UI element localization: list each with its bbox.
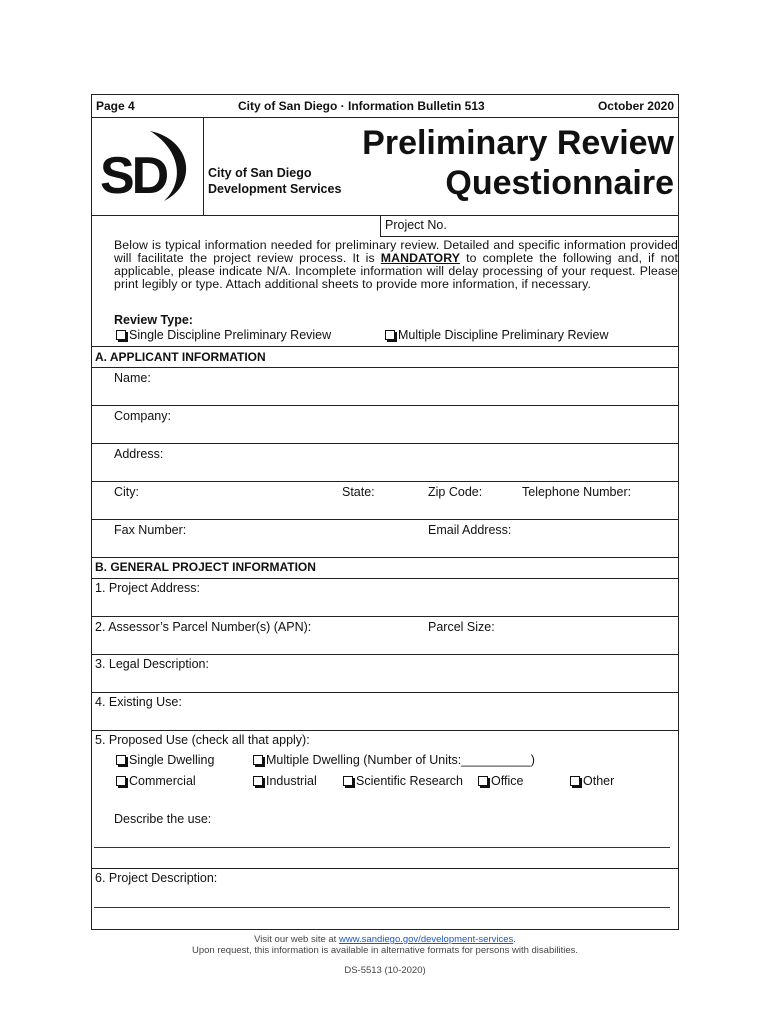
footer-accessibility: Upon request, this information is available in alternative formats for persons with disabilities. (192, 945, 578, 956)
parcel-size-field[interactable]: Parcel Size: (428, 620, 495, 634)
org-department: Development Services (208, 182, 342, 196)
multiple-dwelling-option[interactable] (253, 753, 535, 767)
checkbox-icon[interactable] (385, 330, 395, 340)
project-address-field[interactable]: 1. Project Address: (95, 581, 200, 595)
checkbox-icon[interactable] (253, 776, 263, 786)
single-dwelling-option[interactable] (116, 753, 214, 767)
checkbox-icon[interactable] (116, 330, 126, 340)
company-field[interactable]: Company: (114, 409, 171, 423)
divider (92, 654, 678, 655)
san-diego-logo-icon (92, 117, 204, 215)
section-b-heading: B. GENERAL PROJECT INFORMATION (95, 560, 316, 574)
checkbox-icon[interactable] (478, 776, 488, 786)
section-a-heading: A. APPLICANT INFORMATION (95, 350, 266, 364)
divider (92, 519, 678, 520)
divider (92, 346, 678, 347)
divider (92, 481, 678, 482)
commercial-label: Commercial (129, 774, 196, 788)
office-option[interactable] (478, 774, 523, 788)
logo-cell (92, 117, 204, 215)
project-no-field[interactable] (380, 215, 678, 237)
divider (92, 405, 678, 406)
multiple-discipline-label: Multiple Discipline Preliminary Review (398, 328, 609, 342)
legal-description-field[interactable]: 3. Legal Description: (95, 657, 209, 671)
divider (92, 616, 678, 617)
divider (92, 692, 678, 693)
single-discipline-option[interactable] (116, 328, 331, 342)
instructions (114, 239, 678, 291)
state-field[interactable]: State: (342, 485, 375, 499)
footer-visit-text: Visit our web site at (254, 934, 339, 945)
industrial-option[interactable] (253, 774, 317, 788)
multiple-dwelling-label: Multiple Dwelling (Number of Units:__________) (266, 753, 535, 767)
checkbox-icon[interactable] (116, 776, 126, 786)
project-no-label: Project No. (385, 218, 447, 232)
describe-use-label: Describe the use: (114, 812, 212, 826)
svg-text:SD: SD (100, 147, 167, 205)
form-frame (91, 94, 679, 930)
checkbox-icon[interactable] (116, 755, 126, 765)
single-dwelling-label: Single Dwelling (129, 753, 215, 767)
proposed-use-label: 5. Proposed Use (check all that apply): (95, 733, 310, 747)
project-description-label: 6. Project Description: (95, 871, 218, 885)
address-field[interactable]: Address: (114, 447, 164, 461)
form-number: DS-5513 (10-2020) (344, 965, 426, 976)
scientific-research-label: Scientific Research (356, 774, 463, 788)
describe-use-line[interactable] (94, 847, 670, 848)
bulletin-title: City of San Diego · Information Bulletin 513 (238, 99, 485, 113)
title-line-1: Preliminary Review (362, 124, 674, 162)
checkbox-icon[interactable] (253, 755, 263, 765)
instructions-text: Below is typical information needed for preliminary review. Detailed and specific information provided will facilitate the project review process. It is (114, 238, 678, 265)
commercial-option[interactable] (116, 774, 196, 788)
fax-field[interactable]: Fax Number: (114, 523, 187, 537)
multiple-discipline-option[interactable] (385, 328, 608, 342)
footer-period: . (513, 934, 516, 945)
other-label: Other (583, 774, 615, 788)
bulletin-date: October 2020 (597, 99, 674, 113)
page-title (362, 123, 674, 203)
page-number: Page 4 (96, 99, 135, 113)
industrial-label: Industrial (266, 774, 317, 788)
other-option[interactable] (570, 774, 614, 788)
divider (92, 557, 678, 558)
divider (92, 443, 678, 444)
review-type-label: Review Type: (114, 313, 193, 327)
website-link[interactable]: www.sandiego.gov/development-services (338, 934, 514, 945)
zip-code-field[interactable]: Zip Code: (428, 485, 483, 499)
footer-website (0, 934, 770, 945)
project-description-line[interactable] (94, 907, 670, 908)
mandatory-emphasis: MANDATORY (380, 251, 461, 265)
name-field[interactable]: Name: (114, 371, 151, 385)
telephone-field[interactable]: Telephone Number: (522, 485, 632, 499)
org-name: City of San Diego (208, 166, 312, 180)
office-label: Office (491, 774, 524, 788)
divider (92, 578, 678, 579)
scientific-research-option[interactable] (343, 774, 463, 788)
instructions-text-end: to complete the following and, if not applicable, please indicate N/A. Incomplete information will delay processing of your request. Please print legibly or type. Attach additional sheets to provide more information, if necessary. (114, 251, 678, 291)
divider (92, 868, 678, 869)
existing-use-field[interactable]: 4. Existing Use: (95, 695, 182, 709)
title-line-2: Questionnaire (445, 164, 674, 202)
email-field[interactable]: Email Address: (428, 523, 512, 537)
single-discipline-label: Single Discipline Preliminary Review (129, 328, 332, 342)
apn-field[interactable]: 2. Assessor’s Parcel Number(s) (APN): (95, 620, 312, 634)
checkbox-icon[interactable] (570, 776, 580, 786)
checkbox-icon[interactable] (343, 776, 353, 786)
divider (92, 730, 678, 731)
city-field[interactable]: City: (114, 485, 139, 499)
divider (92, 367, 678, 368)
